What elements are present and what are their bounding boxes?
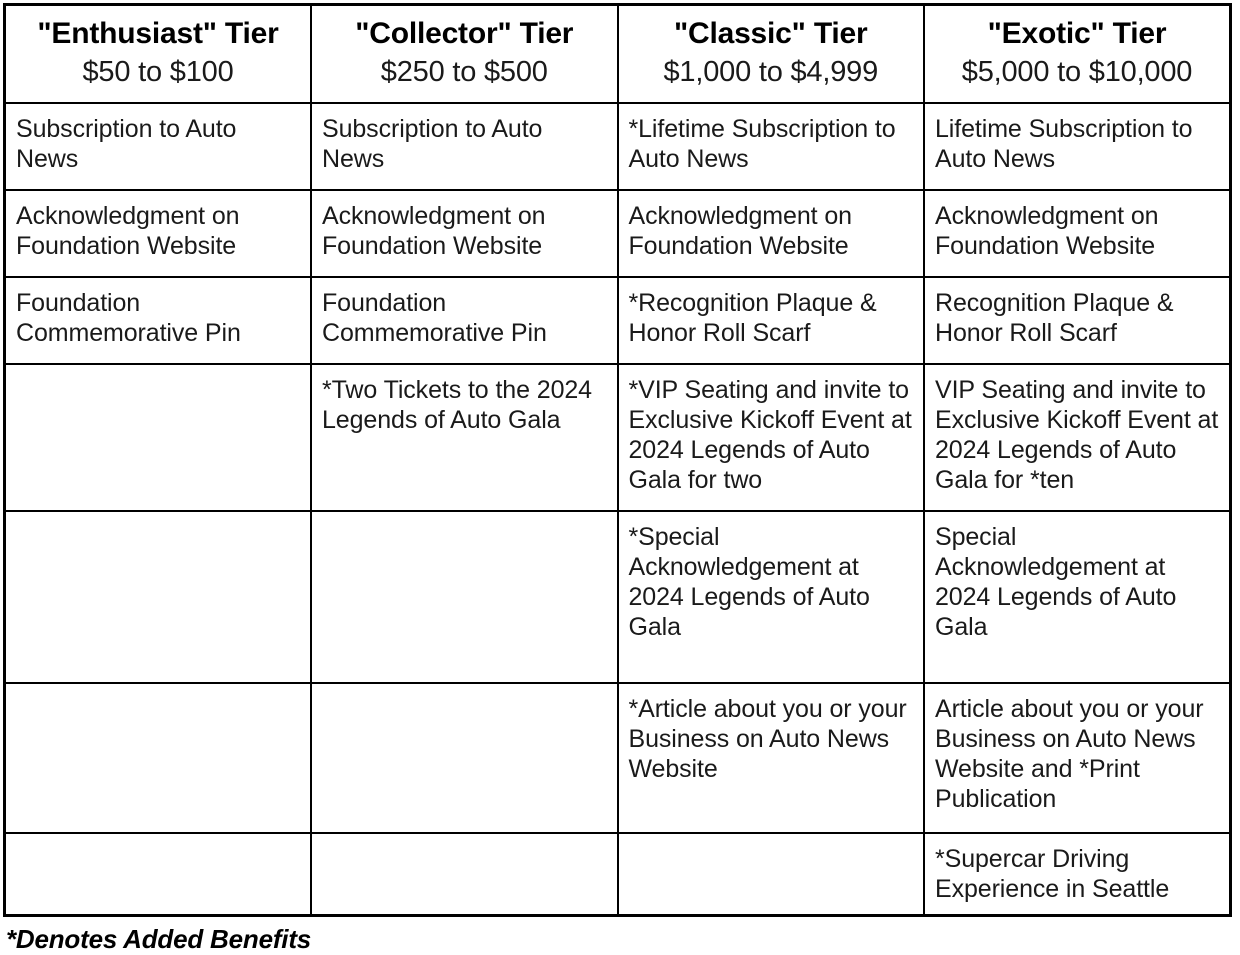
tier-name-classic: "Classic" Tier [673,17,868,50]
benefit-cell-collector: Subscription to Auto News [311,103,618,190]
benefit-cell-classic: *VIP Seating and invite to Exclusive Kickoff Event at 2024 Legends of Auto Gala for two [618,364,925,511]
table-row [5,833,1231,916]
benefit-cell-collector: Acknowledgment on Foundation Website [311,190,618,277]
benefit-cell-enthusiast [5,833,312,916]
footnote-denotes-added-benefits: *Denotes Added Benefits [6,923,312,954]
table-row [5,103,1231,190]
benefit-cell-collector: Foundation Commemorative Pin [311,277,618,364]
table-row [5,511,1231,683]
column-header-classic [618,5,925,103]
benefit-cell-exotic: *Supercar Driving Experience in Seattle [924,833,1231,916]
benefit-cell-enthusiast: Subscription to Auto News [5,103,312,190]
tier-name-exotic: "Exotic" Tier [987,17,1167,50]
benefit-cell-classic [618,833,925,916]
benefit-cell-classic: *Special Acknowledgement at 2024 Legends of Auto Gala [618,511,925,683]
benefit-cell-exotic: Acknowledgment on Foundation Website [924,190,1231,277]
benefit-cell-classic: *Article about you or your Business on Auto News Website [618,683,925,833]
table-row [5,277,1231,364]
column-header-enthusiast [5,5,312,103]
benefit-cell-classic: *Recognition Plaque & Honor Roll Scarf [618,277,925,364]
benefit-cell-enthusiast [5,364,312,511]
benefit-cell-enthusiast: Acknowledgment on Foundation Website [5,190,312,277]
benefit-cell-exotic: Special Acknowledgement at 2024 Legends of Auto Gala [924,511,1231,683]
benefit-cell-classic: *Lifetime Subscription to Auto News [618,103,925,190]
benefit-cell-enthusiast [5,511,312,683]
table-body [5,103,1231,916]
tier-price-classic: $1,000 to $4,999 [663,55,878,88]
benefit-cell-classic: Acknowledgment on Foundation Website [618,190,925,277]
tier-price-exotic: $5,000 to $10,000 [961,55,1193,88]
benefit-cell-collector [311,833,618,916]
benefit-cell-collector [311,683,618,833]
tier-price-collector: $250 to $500 [380,55,548,88]
table-row [5,364,1231,511]
benefit-cell-collector: *Two Tickets to the 2024 Legends of Auto Gala [311,364,618,511]
benefit-cell-exotic: VIP Seating and invite to Exclusive Kickoff Event at 2024 Legends of Auto Gala for *ten [924,364,1231,511]
table-row [5,190,1231,277]
table-row [5,683,1231,833]
tier-name-collector: "Collector" Tier [355,17,574,50]
tier-name-enthusiast: "Enthusiast" Tier [37,17,279,50]
benefit-cell-exotic: Lifetime Subscription to Auto News [924,103,1231,190]
column-header-collector [311,5,618,103]
benefit-cell-exotic: Article about you or your Business on Auto News Website and *Print Publication [924,683,1231,833]
column-header-exotic [924,5,1231,103]
header-row [5,5,1231,103]
tier-comparison-table [3,3,1232,917]
tier-price-enthusiast: $50 to $100 [82,55,234,88]
benefit-cell-exotic: Recognition Plaque & Honor Roll Scarf [924,277,1231,364]
benefit-cell-enthusiast [5,683,312,833]
table-header [5,5,1231,103]
benefit-cell-enthusiast: Foundation Commemorative Pin [5,277,312,364]
benefit-cell-collector [311,511,618,683]
